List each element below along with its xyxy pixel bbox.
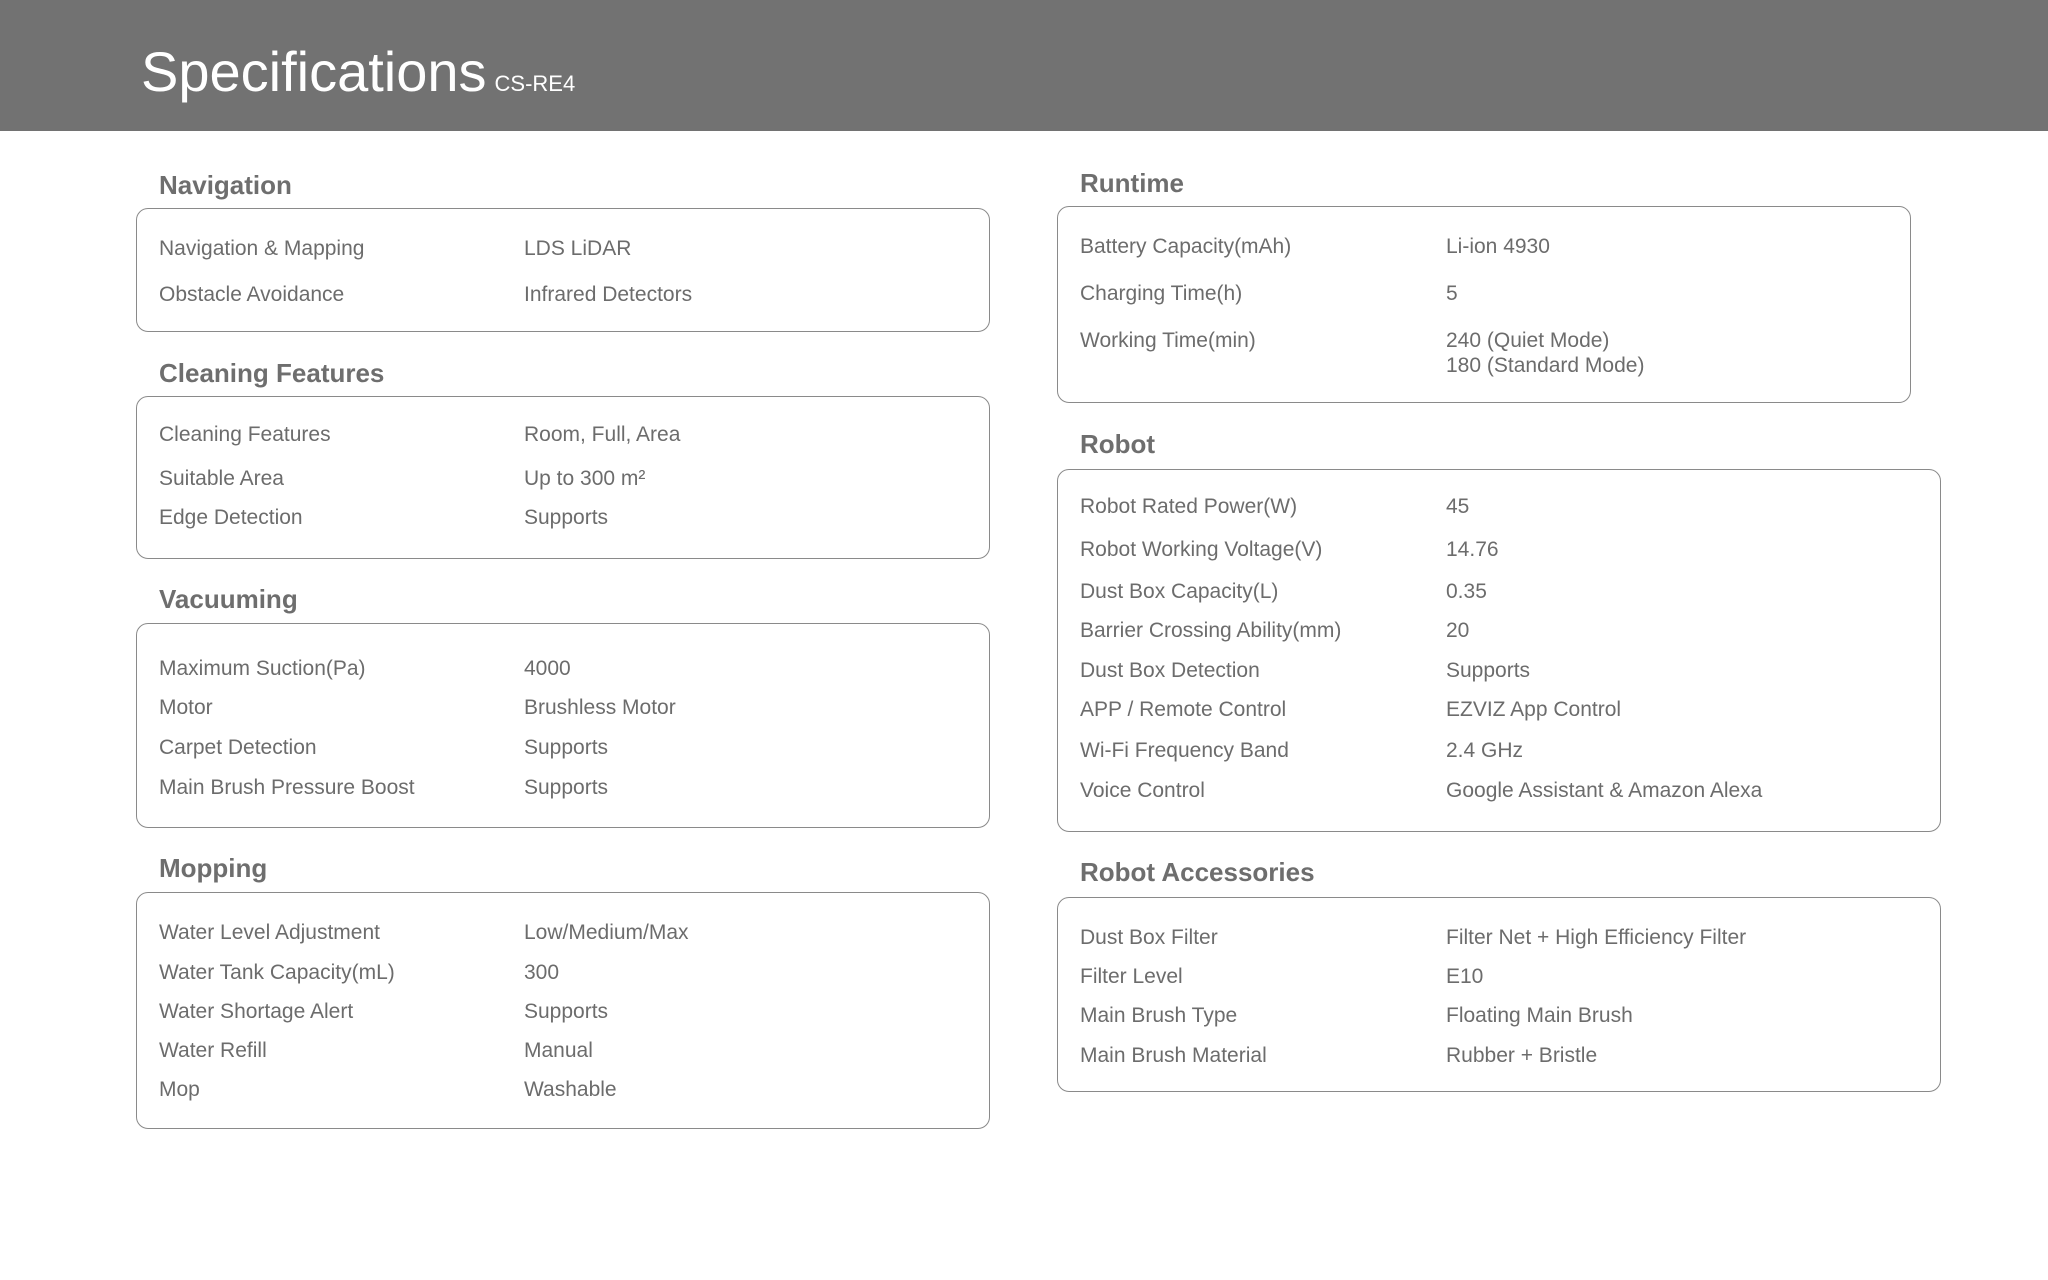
spec-value: Room, Full, Area: [524, 423, 681, 446]
spec-label: Motor: [159, 696, 213, 719]
spec-value: 14.76: [1446, 538, 1499, 561]
spec-value: 240 (Quiet Mode) 180 (Standard Mode): [1446, 329, 1645, 377]
spec-value: Google Assistant & Amazon Alexa: [1446, 779, 1763, 802]
spec-value: 300: [524, 961, 560, 984]
spec-value: 5: [1446, 282, 1458, 305]
spec-label: Water Refill: [159, 1039, 267, 1062]
spec-label: Robot Rated Power(W): [1080, 495, 1298, 518]
spec-value: Washable: [524, 1078, 617, 1101]
spec-value: Supports: [524, 506, 609, 529]
section-title-vacuuming: Vacuuming: [159, 584, 298, 614]
spec-value: LDS LiDAR: [524, 237, 632, 260]
section-title-runtime: Runtime: [1080, 168, 1184, 198]
spec-label: Main Brush Type: [1080, 1004, 1238, 1027]
spec-label: Navigation & Mapping: [159, 237, 365, 260]
spec-value: 20: [1446, 619, 1470, 642]
page-header: [0, 0, 2048, 131]
spec-value: Supports: [524, 776, 609, 799]
section-box-robot: [1057, 469, 1941, 832]
spec-value: 45: [1446, 495, 1470, 518]
spec-value: Infrared Detectors: [524, 283, 693, 306]
spec-label: Main Brush Pressure Boost: [159, 776, 415, 799]
spec-label: Main Brush Material: [1080, 1044, 1267, 1067]
section-title-accessories: Robot Accessories: [1080, 857, 1315, 887]
spec-value: Filter Net + High Efficiency Filter: [1446, 926, 1747, 949]
spec-label: Carpet Detection: [159, 736, 317, 759]
spec-value: Manual: [524, 1039, 593, 1062]
page-title-text: Specifications: [141, 40, 487, 103]
spec-label: Wi-Fi Frequency Band: [1080, 739, 1289, 762]
spec-value: Brushless Motor: [524, 696, 676, 719]
spec-label: Charging Time(h): [1080, 282, 1243, 305]
spec-label: Cleaning Features: [159, 423, 331, 446]
section-title-cleaning: Cleaning Features: [159, 358, 385, 388]
spec-label: Filter Level: [1080, 965, 1183, 988]
section-box-runtime: [1057, 206, 1911, 403]
spec-value: Rubber + Bristle: [1446, 1044, 1598, 1067]
spec-value: Supports: [524, 1000, 609, 1023]
spec-label: Robot Working Voltage(V): [1080, 538, 1323, 561]
spec-label: Voice Control: [1080, 779, 1205, 802]
spec-label: Water Shortage Alert: [159, 1000, 354, 1023]
spec-value: 4000: [524, 657, 571, 680]
page-title: [141, 40, 575, 116]
spec-value: Supports: [1446, 659, 1531, 682]
spec-value: 0.35: [1446, 580, 1487, 603]
spec-value: Up to 300 m²: [524, 467, 646, 490]
spec-label: Battery Capacity(mAh): [1080, 235, 1292, 258]
spec-label: Working Time(min): [1080, 329, 1256, 352]
spec-value: Supports: [524, 736, 609, 759]
spec-label: Mop: [159, 1078, 200, 1101]
section-title-mopping: Mopping: [159, 853, 268, 883]
spec-label: Dust Box Detection: [1080, 659, 1260, 682]
spec-value: Li-ion 4930: [1446, 235, 1550, 258]
section-box-accessories: [1057, 897, 1941, 1092]
model-number: CS-RE4: [494, 71, 576, 96]
spec-label: Obstacle Avoidance: [159, 283, 345, 306]
spec-label: Edge Detection: [159, 506, 303, 529]
section-box-mopping: [136, 892, 990, 1129]
section-box-vacuuming: [136, 623, 990, 828]
section-box-cleaning: [136, 396, 990, 559]
spec-label: Barrier Crossing Ability(mm): [1080, 619, 1342, 642]
spec-label: Water Level Adjustment: [159, 921, 380, 944]
spec-label: Suitable Area: [159, 467, 284, 490]
section-title-robot: Robot: [1080, 429, 1156, 459]
spec-label: Dust Box Filter: [1080, 926, 1218, 949]
section-title-navigation: Navigation: [159, 170, 292, 200]
spec-value: EZVIZ App Control: [1446, 698, 1622, 721]
spec-value: 2.4 GHz: [1446, 739, 1524, 762]
spec-label: Dust Box Capacity(L): [1080, 580, 1279, 603]
spec-value: Floating Main Brush: [1446, 1004, 1633, 1027]
spec-label: Water Tank Capacity(mL): [159, 961, 395, 984]
spec-label: Maximum Suction(Pa): [159, 657, 366, 680]
spec-label: APP / Remote Control: [1080, 698, 1287, 721]
spec-value: Low/Medium/Max: [524, 921, 689, 944]
spec-value: E10: [1446, 965, 1484, 988]
section-box-navigation: [136, 208, 990, 332]
